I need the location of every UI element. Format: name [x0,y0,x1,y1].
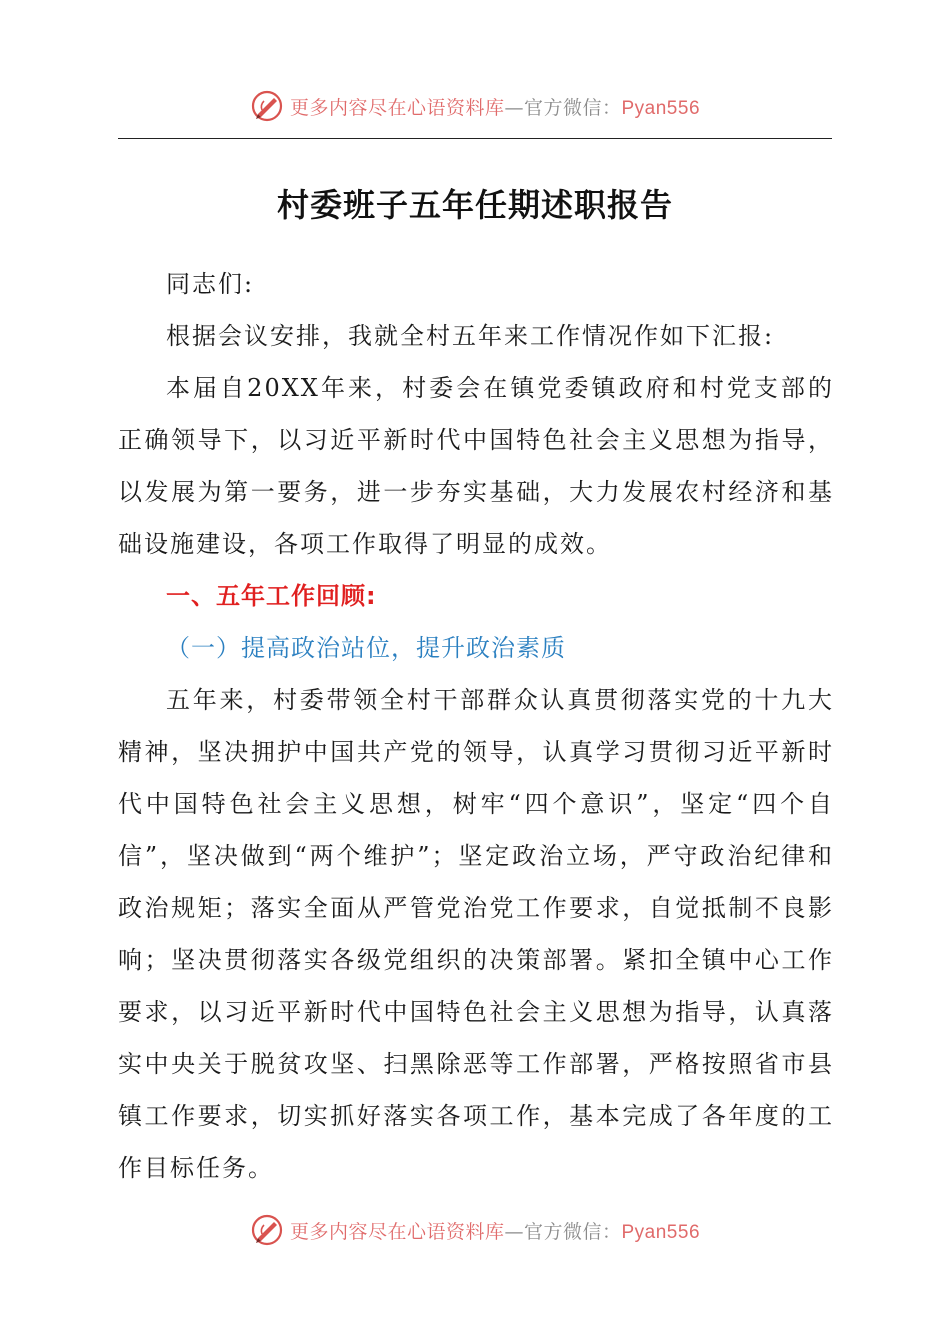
paragraph-intro: 根据会议安排，我就全村五年来工作情况作如下汇报: [166,322,775,350]
document-title: 村委班子五年任期述职报告 [276,186,673,224]
watermark-slogan: 更多内容尽在心语资料库 [289,96,505,119]
watermark-slogan: 更多内容尽在心语资料库 [289,1220,505,1243]
paragraph-salutation: 同志们: [166,270,255,298]
watermark-label: —官方微信： [504,96,622,119]
watermark-wechat-id: Pyan556 [621,1221,701,1243]
watermark-footer [0,1208,950,1252]
section-heading: 一、五年工作回顾: [166,582,377,610]
pen-logo-icon [250,89,284,123]
watermark-header [0,84,950,128]
paragraph-politics: 五年来，村委带领全村干部群众认真贯彻落实党的十九大精神，坚决拥护中国共产党的领导，认真学习贯彻习近平新时代中国特色社会主义思想，树牢“四个意识”，坚定“四个自信”，坚决做到“两个维护”；坚定政治立场，严守政治纪律和政治规矩；落实全面从严管党治党工作要求，自觉抵制不良影响；坚决贯彻落实各级党组织的决策部署。紧扣全镇中心工作要求，以习近平新时代中国特色社会主义思想为指导，认真落实中央关于脱贫攻坚、扫黑除恶等工作部署，严格按照省市县镇工作要求，切实抓好落实各项工作，基本完成了各年度的工作目标任务。 [118,686,834,1182]
document-body [118,258,834,1194]
subsection-heading: （一）提高政治站位，提升政治素质 [166,634,566,662]
pen-logo-icon [250,1213,284,1247]
watermark-wechat-id: Pyan556 [621,97,701,119]
watermark-label: —官方微信： [504,1220,622,1243]
header-divider [118,138,832,139]
watermark-text [290,93,700,120]
watermark-text [290,1217,700,1244]
paragraph-overview: 本届自20XX年来，村委会在镇党委镇政府和村党支部的正确领导下，以习近平新时代中国特色社会主义思想为指导，以发展为第一要务，进一步夯实基础，大力发展农村经济和基础设施建设，各项工作取得了明显的成效。 [118,374,834,558]
